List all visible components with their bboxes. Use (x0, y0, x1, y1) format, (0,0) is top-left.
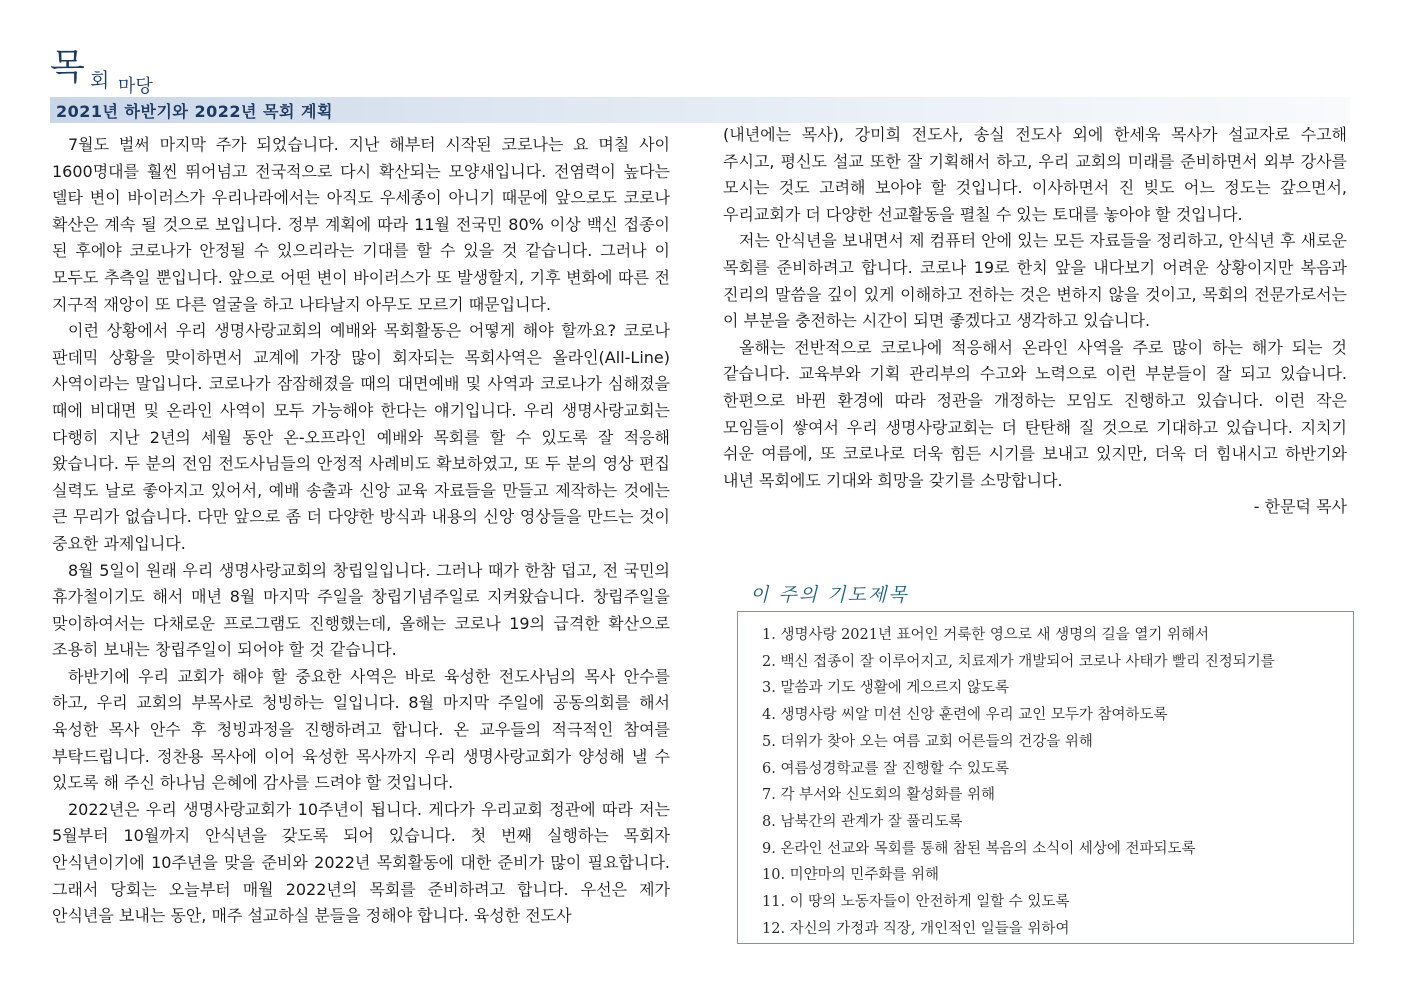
masthead-logo (50, 48, 260, 96)
masthead-big: 목 (50, 47, 85, 88)
prayer-box (737, 611, 1354, 944)
right-column (723, 122, 1347, 521)
page-title: 2021년 하반기와 2022년 목회 계획 (56, 102, 333, 121)
prayer-item: 11. 이 땅의 노동자들이 안전하게 일할 수 있도록 (762, 894, 1070, 911)
prayer-item: 8. 남북간의 관계가 잘 풀리도록 (762, 813, 963, 830)
masthead-small: 마당 (118, 76, 153, 97)
masthead-mid: 회 (90, 68, 110, 92)
paragraph: (내년에는 목사), 강미희 전도사, 송실 전도사 외에 한세욱 목사가 설교자로 수고해 주시고, 평신도 설교 또한 잘 기획해서 하고, 우리 교회의 미래를 준비하면서 외부 강사를 모시는 것도 고려해 보아야 할 것입니다. 이사하면서 진 빚도 어느 정도는 갚으면서, 우리교회가 더 다양한 선교활동을 펼칠 수 있는 토대를 놓아야 할 것입니다. (723, 125, 1347, 224)
signature: - 한문덕 목사 (1253, 497, 1347, 517)
prayer-item: 3. 말씀과 기도 생활에 게으르지 않도록 (762, 680, 1009, 697)
paragraph: 2022년은 우리 생명사랑교회가 10주년이 됩니다. 게다가 우리교회 정관에 따라 저는 5월부터 10월까지 안식년을 갖도록 되어 있습니다. 첫 번째 실행하는 목회자 안식년이기에 10주년을 맞을 준비와 2022년 목회활동에 대한 준비가 많이 필요합니다. 그래서 당회는 오늘부터 매월 2022년의 목회를 준비하려고 합니다. 우선은 제가 안식년을 보내는 동안, 매주 설교하실 분들을 정해야 합니다. 육성한 전도사 (52, 799, 670, 926)
paragraph: 저는 안식년을 보내면서 제 컴퓨터 안에 있는 모든 자료들을 정리하고, 안식년 후 새로운 목회를 준비하려고 합니다. 코로나 19로 한치 앞을 내다보기 어려운 상황이지만 복음과 진리의 말씀을 깊이 있게 이해하고 전하는 것은 변하지 않을 것이고, 목회의 전문가로서는 이 부분을 충전하는 시간이 되면 좋겠다고 생각하고 있습니다. (723, 231, 1347, 331)
title-bar (50, 97, 1350, 123)
prayer-list (762, 622, 1275, 942)
prayer-item: 6. 여름성경학교를 잘 진행할 수 있도록 (762, 760, 1009, 777)
prayer-heading: 이 주의 기도제목 (750, 584, 909, 606)
prayer-item: 12. 자신의 가정과 직장, 개인적인 일들을 위하여 (762, 920, 1070, 937)
paragraph: 하반기에 우리 교회가 해야 할 중요한 사역은 바로 육성한 전도사님의 목사 안수를 하고, 우리 교회의 부목사로 청빙하는 일입니다. 8월 마지막 주일에 공동의회를 해서 육성한 목사 안수 후 청빙과정을 진행하려고 합니다. 온 교우들의 적극적인 참여를 부탁드립니다. 정찬용 목사에 이어 육성한 목사까지 우리 생명사랑교회가 양성해 낼 수 있도록 해 주신 하나님 은혜에 감사를 드려야 할 것입니다. (52, 666, 670, 793)
prayer-item: 2. 백신 접종이 잘 이루어지고, 치료제가 개발되어 코로나 사태가 빨리 진정되기를 (762, 653, 1275, 670)
prayer-item: 9. 온라인 선교와 목회를 통해 참된 복음의 소식이 세상에 전파되도록 (762, 840, 1196, 857)
prayer-item: 5. 더위가 찾아 오는 여름 교회 어른들의 건강을 위해 (762, 733, 1093, 750)
paragraph: 8월 5일이 원래 우리 생명사랑교회의 창립일입니다. 그러나 때가 한참 덥고, 전 국민의 휴가철이기도 해서 매년 8월 마지막 주일을 창립기념주일로 지켜왔습니다. 창립주일을 맞이하여서는 다채로운 프로그램도 진행했는데, 올해는 코로나 19의 급격한 확산으로 조용히 보내는 창립주일이 되어야 할 것 같습니다. (52, 560, 670, 660)
paragraph: 7월도 벌써 마지막 주가 되었습니다. 지난 해부터 시작된 코로나는 요 며칠 사이 1600명대를 훨씬 뛰어넘고 전국적으로 다시 확산되는 모양새입니다. 전염력이 높다는 델타 변이 바이러스가 우리나라에서는 아직도 우세종이 아니기 때문에 앞으로도 코로나 확산은 계속 될 것으로 보입니다. 정부 계획에 따라 11월 전국민 80% 이상 백신 접종이 된 후에야 코로나가 안정될 수 있으리라는 기대를 할 수 있을 것 같습니다. 그러나 이 모두도 추측일 뿐입니다. 앞으로 어떤 변이 바이러스가 또 발생할지, 기후 변화에 따른 전 지구적 재앙이 또 다른 얼굴을 하고 나타날지 아무도 모르기 때문입니다. (52, 135, 670, 314)
left-column (52, 132, 670, 930)
paragraph: 이런 상황에서 우리 생명사랑교회의 예배와 목회활동은 어떻게 해야 할까요? 코로나 판데믹 상황을 맞이하면서 교계에 가장 많이 회자되는 목회사역은 올라인(All-Line) 사역이라는 말입니다. 코로나가 잠잠해졌을 때의 대면예배 및 사역과 코로나가 심해졌을 때에 비대면 및 온라인 사역이 모두 가능해야 한다는 얘기입니다. 우리 생명사랑교회는 다행히 지난 2년의 세월 동안 온-오프라인 예배와 목회를 할 수 있도록 잘 적응해 왔습니다. 두 분의 전임 전도사님들의 안정적 사례비도 확보하였고, 또 두 분의 영상 편집 실력도 날로 좋아지고 있어서, 예배 송출과 신앙 교육 자료들을 만들고 제작하는 것에는 큰 무리가 없습니다. 다만 앞으로 좀 더 다양한 방식과 내용의 신앙 영상들을 만드는 것이 중요한 과제입니다. (52, 321, 670, 553)
prayer-item: 4. 생명사랑 씨알 미션 신앙 훈련에 우리 교인 모두가 참여하도록 (762, 707, 1168, 724)
prayer-item: 10. 미얀마의 민주화를 위해 (762, 867, 939, 884)
paragraph: 올해는 전반적으로 코로나에 적응해서 온라인 사역을 주로 많이 하는 해가 되는 것 같습니다. 교육부와 기획 관리부의 수고와 노력으로 이런 부분들이 잘 되고 있습니다. 한편으로 바뀐 환경에 따라 정관을 개정하는 모임도 진행하고 있습니다. 이런 작은 모임들이 쌓여서 우리 생명사랑교회는 더 탄탄해 질 것으로 기대하고 있습니다. 지치기 쉬운 여름에, 또 코로나로 더욱 힘든 시기를 보내고 있지만, 더욱 더 힘내시고 하반기와 내년 목회에도 기대와 희망을 갖기를 소망합니다. (723, 337, 1347, 490)
prayer-item: 7. 각 부서와 신도회의 활성화를 위해 (762, 787, 995, 804)
prayer-item: 1. 생명사랑 2021년 표어인 거룩한 영으로 새 생명의 길을 열기 위해서 (762, 627, 1209, 643)
